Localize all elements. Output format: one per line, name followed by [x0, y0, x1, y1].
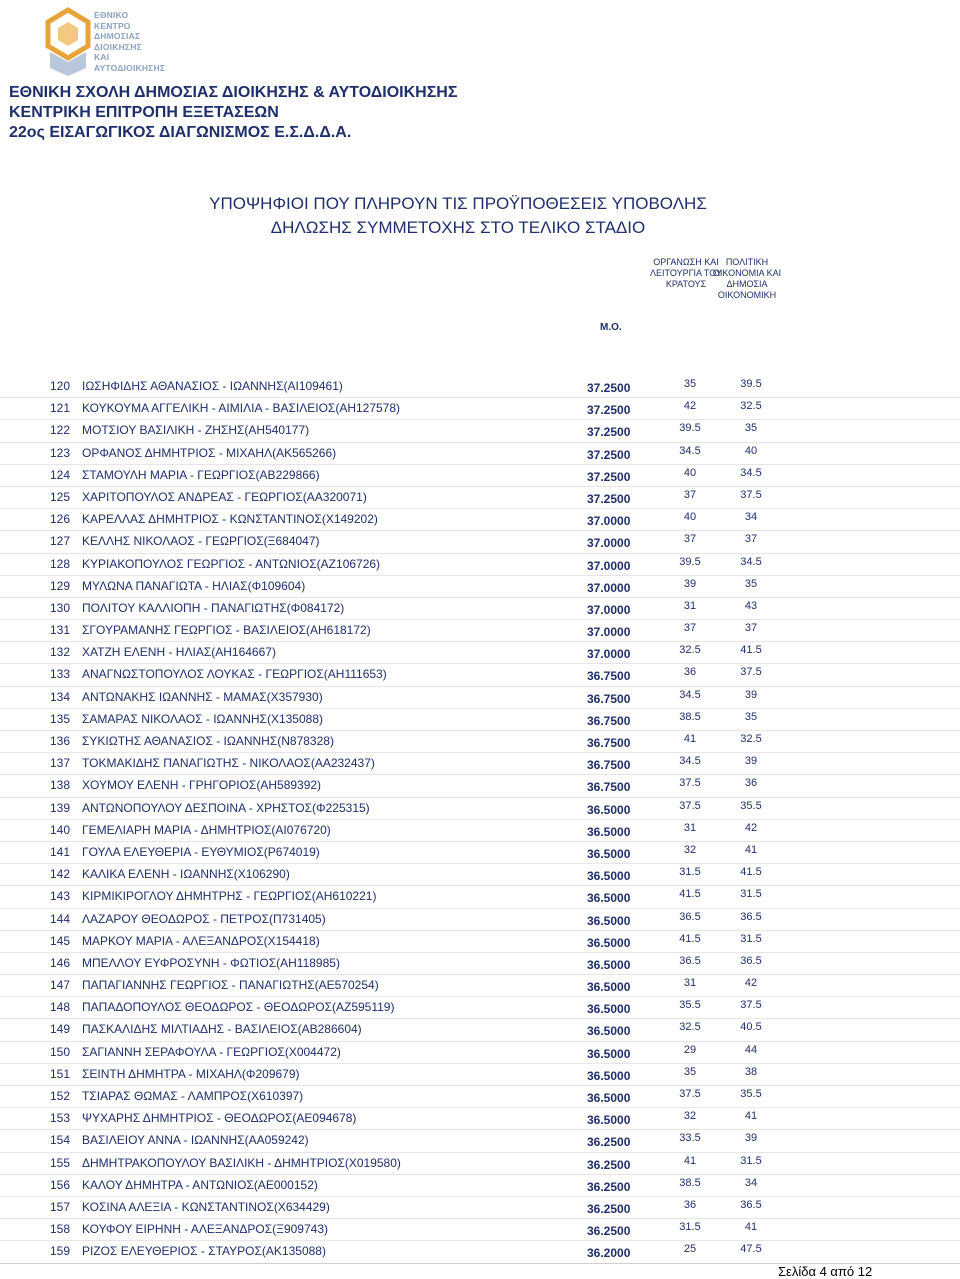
average-score: 37.0000 — [587, 514, 631, 529]
score-economics: 31.5 — [740, 932, 762, 945]
score-economics: 36.5 — [740, 1198, 762, 1211]
score-economics: 47.5 — [740, 1243, 762, 1256]
row-number: 142 — [50, 867, 71, 882]
score-economics: 34 — [744, 1176, 758, 1189]
candidate-name: ΚΟΥΦΟΥ ΕΙΡΗΝΗ - ΑΛΕΞΑΝΔΡΟΣ(Ξ909743) — [82, 1222, 328, 1237]
score-economics: 32.5 — [740, 400, 762, 413]
candidate-name: ΚΙΡΜΙΚΙΡΟΓΛΟΥ ΔΗΜΗΤΡΗΣ - ΓΕΩΡΓΙΟΣ(ΑΗ610221) — [82, 889, 377, 904]
score-economics: 34.5 — [740, 555, 762, 568]
average-score: 36.2500 — [587, 1135, 631, 1150]
score-organization: 36 — [683, 666, 697, 679]
table-row — [0, 798, 960, 820]
score-organization: 34.5 — [679, 688, 701, 701]
score-economics: 36 — [744, 777, 758, 790]
candidate-name: ΚΕΛΛΗΣ ΝΙΚΟΛΑΟΣ - ΓΕΩΡΓΙΟΣ(Ξ684047) — [82, 534, 320, 549]
score-organization: 31 — [683, 821, 697, 834]
score-economics: 37.5 — [740, 488, 762, 501]
logo-line: ΕΘΝΙΚΟ — [94, 10, 129, 20]
candidate-name: ΣΑΓΙΑΝΝΗ ΣΕΡΑΦΟΥΛΑ - ΓΕΩΡΓΙΟΣ(Χ004472) — [82, 1044, 341, 1059]
average-score: 36.2500 — [587, 1201, 631, 1216]
row-number: 123 — [50, 445, 71, 460]
row-number: 154 — [50, 1133, 71, 1148]
table-row — [0, 1108, 960, 1130]
row-number: 138 — [50, 778, 71, 793]
candidate-name: ΣΑΜΑΡΑΣ ΝΙΚΟΛΑΟΣ - ΙΩΑΝΝΗΣ(Χ135088) — [82, 711, 323, 726]
score-organization: 37.5 — [679, 777, 701, 790]
average-score: 37.2500 — [587, 425, 631, 440]
score-organization: 41.5 — [679, 932, 701, 945]
row-number: 130 — [50, 600, 71, 615]
score-organization: 25 — [683, 1243, 697, 1256]
page-number: Σελίδα 4 από 12 — [778, 1264, 873, 1279]
candidate-name: ΚΑΛΟΥ ΔΗΜΗΤΡΑ - ΑΝΤΩΝΙΟΣ(ΑΕ000152) — [82, 1177, 318, 1192]
average-score: 36.2500 — [587, 1224, 631, 1239]
score-organization: 36.5 — [679, 954, 701, 967]
score-organization: 35.5 — [679, 999, 701, 1012]
row-number: 150 — [50, 1044, 71, 1059]
average-score: 36.7500 — [587, 736, 631, 750]
candidate-name: ΜΠΕΛΛΟΥ ΕΥΦΡΟΣΥΝΗ - ΦΩΤΙΟΣ(ΑΗ118985) — [82, 955, 340, 970]
score-organization: 31 — [683, 599, 697, 612]
row-number: 127 — [50, 534, 71, 549]
candidate-name: ΓΟΥΛΑ ΕΛΕΥΘΕΡΙΑ - ΕΥΘΥΜΙΟΣ(Ρ674019) — [82, 844, 320, 859]
table-row — [0, 1130, 960, 1152]
table-row — [0, 753, 960, 775]
row-number: 137 — [50, 756, 71, 771]
document-title-line-2: ΔΗΛΩΣΗΣ ΣΥΜΜΕΤΟΧΗΣ ΣΤΟ ΤΕΛΙΚΟ ΣΤΑΔΙΟ — [270, 218, 646, 237]
average-score: 37.2500 — [587, 403, 631, 418]
table-row — [0, 953, 960, 975]
average-score: 37.0000 — [587, 580, 631, 595]
score-organization: 35 — [683, 1065, 697, 1078]
score-economics: 35 — [744, 710, 758, 723]
row-number: 147 — [50, 978, 71, 993]
average-score: 36.5000 — [587, 891, 631, 906]
row-number: 158 — [50, 1222, 71, 1237]
candidate-name: ΟΡΦΑΝΟΣ ΔΗΜΗΤΡΙΟΣ - ΜΙΧΑΗΛ(ΑΚ565266) — [82, 445, 337, 460]
logo-line: ΔΗΜΟΣΙΑΣ — [94, 31, 141, 41]
score-organization: 34.5 — [679, 444, 701, 457]
candidate-name: ΜΥΛΩΝΑ ΠΑΝΑΓΙΩΤΑ - ΗΛΙΑΣ(Φ109604) — [82, 578, 306, 593]
score-organization: 37 — [683, 622, 697, 635]
average-score: 36.2500 — [587, 1179, 631, 1194]
logo — [44, 2, 176, 76]
average-score: 37.2500 — [587, 381, 631, 395]
table-row — [0, 1019, 960, 1041]
candidate-name: ΜΑΡΚΟΥ ΜΑΡΙΑ - ΑΛΕΞΑΝΔΡΟΣ(Χ154418) — [82, 933, 320, 948]
row-number: 156 — [50, 1177, 71, 1192]
score-economics: 36.5 — [740, 954, 762, 967]
table-row — [0, 531, 960, 553]
candidate-name: ΤΟΚΜΑΚΙΔΗΣ ΠΑΝΑΓΙΩΤΗΣ - ΝΙΚΟΛΑΟΣ(ΑΑ232437) — [82, 756, 375, 771]
score-organization: 40 — [683, 466, 697, 479]
average-score: 36.5000 — [587, 1091, 631, 1105]
document-title-line-1: ΥΠΟΨΗΦΙΟΙ ΠΟΥ ΠΛΗΡΟΥΝ ΤΙΣ ΠΡΟΫΠΟΘΕΣΕΙΣ ΥΠΟΒΟΛΗΣ — [209, 194, 707, 213]
table-row — [0, 1197, 960, 1219]
score-organization: 37 — [683, 533, 697, 546]
score-economics: 41 — [744, 843, 758, 856]
row-number: 153 — [50, 1111, 71, 1126]
row-number: 125 — [50, 489, 71, 504]
candidate-name: ΠΑΣΚΑΛΙΔΗΣ ΜΙΛΤΙΑΔΗΣ - ΒΑΣΙΛΕΙΟΣ(ΑΒ286604) — [82, 1022, 362, 1037]
score-organization: 39 — [683, 577, 697, 590]
column-header-organization: ΟΡΓΑΝΩΣΗ ΚΑΙ ΛΕΙΤΟΥΡΓΙΑ ΤΟΥ ΚΡΑΤΟΥΣ — [650, 257, 722, 289]
table-row — [0, 864, 960, 886]
table-row — [0, 731, 960, 753]
candidate-name: ΣΤΑΜΟΥΛΗ ΜΑΡΙΑ - ΓΕΩΡΓΙΟΣ(ΑΒ229866) — [82, 467, 320, 482]
competition-name: 22ος ΕΙΣΑΓΩΓΙΚΟΣ ΔΙΑΓΩΝΙΣΜΟΣ Ε.Σ.Δ.Δ.Α. — [9, 124, 352, 141]
candidate-name: ΣΕΙΝΤΗ ΔΗΜΗΤΡΑ - ΜΙΧΑΗΛ(Φ209679) — [82, 1066, 300, 1081]
average-score: 36.5000 — [587, 846, 631, 861]
row-number: 146 — [50, 955, 71, 970]
score-economics: 40.5 — [740, 1021, 762, 1034]
row-number: 143 — [50, 889, 71, 904]
score-organization: 37 — [683, 488, 697, 501]
average-score: 36.5000 — [587, 913, 631, 928]
average-score: 37.0000 — [587, 602, 631, 617]
average-score: 36.5000 — [587, 824, 631, 839]
average-score: 36.2000 — [587, 1246, 631, 1261]
table-row — [0, 886, 960, 908]
score-organization: 29 — [683, 1043, 697, 1056]
score-organization: 42 — [683, 400, 697, 413]
row-number: 135 — [50, 711, 71, 726]
row-number: 120 — [50, 379, 71, 393]
table-row — [0, 975, 960, 997]
hexagon-logo-icon — [44, 2, 94, 76]
score-economics: 37 — [744, 533, 758, 546]
table-row — [0, 509, 960, 531]
score-organization: 41 — [683, 1154, 697, 1167]
average-score: 36.7500 — [587, 713, 631, 728]
average-score: 37.0000 — [587, 536, 631, 551]
row-number: 141 — [50, 844, 71, 859]
candidate-name: ΠΑΠΑΔΟΠΟΥΛΟΣ ΘΕΟΔΩΡΟΣ - ΘΕΟΔΩΡΟΣ(ΑΖ595119) — [82, 1000, 395, 1015]
average-score: 37.2500 — [587, 469, 631, 484]
table-row — [0, 1219, 960, 1241]
row-number: 126 — [50, 512, 71, 527]
candidate-name: ΚΥΡΙΑΚΟΠΟΥΛΟΣ ΓΕΩΡΓΙΟΣ - ΑΝΤΩΝΙΟΣ(ΑΖ106726) — [82, 556, 381, 571]
row-number: 136 — [50, 734, 71, 748]
score-organization: 39.5 — [679, 555, 701, 568]
table-row — [0, 576, 960, 598]
score-economics: 39 — [744, 755, 758, 768]
row-number: 157 — [50, 1199, 71, 1214]
table-row — [0, 1064, 960, 1086]
candidate-name: ΑΝΤΩΝΑΚΗΣ ΙΩΑΝΝΗΣ - ΜΑΜΑΣ(Χ357930) — [82, 689, 323, 704]
score-organization: 37.5 — [679, 1088, 701, 1100]
score-economics: 41.5 — [740, 866, 762, 879]
average-score: 36.7500 — [587, 691, 631, 706]
score-economics: 31.5 — [740, 1154, 762, 1167]
candidates-table — [0, 376, 960, 1264]
row-number: 148 — [50, 1000, 71, 1015]
row-number: 140 — [50, 822, 71, 837]
logo-line: ΑΥΤΟΔΙΟΙΚΗΣΗΣ — [94, 62, 166, 73]
table-row — [0, 376, 960, 398]
table-row — [0, 620, 960, 642]
candidate-name: ΣΥΚΙΩΤΗΣ ΑΘΑΝΑΣΙΟΣ - ΙΩΑΝΝΗΣ(Ν878328) — [82, 734, 334, 748]
score-economics: 44 — [744, 1043, 758, 1056]
table-row — [0, 709, 960, 731]
average-score: 37.0000 — [587, 647, 631, 662]
row-number: 149 — [50, 1022, 71, 1037]
score-organization: 31.5 — [679, 866, 701, 879]
average-score: 36.5000 — [587, 980, 631, 995]
candidate-name: ΠΑΠΑΓΙΑΝΝΗΣ ΓΕΩΡΓΙΟΣ - ΠΑΝΑΓΙΩΤΗΣ(ΑΕ570254) — [82, 978, 379, 993]
score-economics: 37 — [744, 622, 758, 635]
score-organization: 32 — [683, 843, 697, 856]
logo-line: ΚΕΝΤΡΟ — [94, 20, 131, 31]
score-economics: 39 — [744, 1132, 758, 1145]
committee-name: ΚΕΝΤΡΙΚΗ ΕΠΙΤΡΟΠΗ ΕΞΕΤΑΣΕΩΝ — [9, 104, 279, 121]
score-economics: 39 — [744, 688, 758, 701]
candidate-name: ΑΝΤΩΝΟΠΟΥΛΟΥ ΔΕΣΠΟΙΝΑ - ΧΡΗΣΤΟΣ(Φ225315) — [82, 800, 370, 815]
average-score: 36.5000 — [587, 1113, 631, 1128]
score-economics: 41.5 — [740, 644, 762, 657]
candidate-name: ΨΥΧΑΡΗΣ ΔΗΜΗΤΡΙΟΣ - ΘΕΟΔΩΡΟΣ(ΑΕ094678) — [82, 1111, 357, 1126]
candidate-name: ΚΑΛΙΚΑ ΕΛΕΝΗ - ΙΩΑΝΝΗΣ(Χ106290) — [82, 867, 290, 882]
table-row — [0, 598, 960, 620]
average-score: 36.5000 — [587, 1002, 631, 1017]
average-score: 36.7500 — [587, 758, 631, 773]
score-organization: 41 — [683, 733, 697, 745]
candidate-name: ΧΑΤΖΗ ΕΛΕΝΗ - ΗΛΙΑΣ(ΑΗ164667) — [82, 645, 276, 660]
row-number: 159 — [50, 1244, 71, 1259]
score-organization: 39.5 — [679, 422, 701, 435]
score-economics: 39.5 — [740, 378, 762, 390]
row-number: 122 — [50, 423, 71, 438]
candidate-name: ΙΩΣΗΦΙΔΗΣ ΑΘΑΝΑΣΙΟΣ - ΙΩΑΝΝΗΣ(ΑΙ109461) — [82, 379, 343, 393]
logo-line: ΚΑΙ — [94, 52, 110, 62]
score-organization: 31.5 — [679, 1221, 701, 1234]
table-row — [0, 1042, 960, 1064]
score-organization: 32 — [683, 1110, 697, 1123]
score-organization: 38.5 — [679, 710, 701, 723]
candidate-name: ΛΑΖΑΡΟΥ ΘΕΟΔΩΡΟΣ - ΠΕΤΡΟΣ(Π731405) — [82, 911, 326, 926]
table-row — [0, 687, 960, 709]
score-economics: 41 — [744, 1110, 758, 1123]
candidate-name: ΤΣΙΑΡΑΣ ΘΩΜΑΣ - ΛΑΜΠΡΟΣ(Χ610397) — [82, 1089, 304, 1103]
average-score: 36.5000 — [587, 935, 631, 950]
logo-text — [94, 10, 179, 73]
average-score: 37.2500 — [587, 447, 631, 462]
candidate-name: ΒΑΣΙΛΕΙΟΥ ΑΝΝΑ - ΙΩΑΝΝΗΣ(ΑΑ059242) — [82, 1133, 309, 1148]
score-economics: 32.5 — [740, 733, 762, 745]
table-row — [0, 842, 960, 864]
average-score: 37.0000 — [587, 558, 631, 573]
candidate-name: ΔΗΜΗΤΡΑΚΟΠΟΥΛΟΥ ΒΑΣΙΛΙΚΗ - ΔΗΜΗΤΡΙΟΣ(Χ019580) — [82, 1155, 401, 1170]
average-score: 36.5000 — [587, 802, 631, 817]
table-row — [0, 664, 960, 686]
candidate-name: ΚΑΡΕΛΛΑΣ ΔΗΜΗΤΡΙΟΣ - ΚΩΝΣΤΑΝΤΙΝΟΣ(Χ149202) — [82, 512, 378, 527]
row-number: 152 — [50, 1089, 71, 1103]
candidate-name: ΑΝΑΓΝΩΣΤΟΠΟΥΛΟΣ ΛΟΥΚΑΣ - ΓΕΩΡΓΙΟΣ(ΑΗ111653) — [82, 667, 387, 682]
average-score: 36.5000 — [587, 1068, 631, 1083]
table-row — [0, 398, 960, 420]
score-organization: 38.5 — [679, 1176, 701, 1189]
score-economics: 42 — [744, 977, 758, 990]
row-number: 133 — [50, 667, 71, 682]
table-row — [0, 554, 960, 576]
score-organization: 35 — [683, 378, 697, 390]
table-row — [0, 487, 960, 509]
score-organization: 33.5 — [679, 1132, 701, 1145]
row-number: 129 — [50, 578, 71, 593]
candidate-name: ΜΟΤΣΙΟΥ ΒΑΣΙΛΙΚΗ - ΖΗΣΗΣ(ΑΗ540177) — [82, 423, 310, 438]
score-economics: 34 — [744, 511, 758, 524]
candidate-name: ΓΕΜΕΛΙΑΡΗ ΜΑΡΙΑ - ΔΗΜΗΤΡΙΟΣ(ΑΙ076720) — [82, 822, 331, 837]
row-number: 134 — [50, 689, 71, 704]
row-number: 145 — [50, 933, 71, 948]
candidate-name: ΣΓΟΥΡΑΜΑΝΗΣ ΓΕΩΡΓΙΟΣ - ΒΑΣΙΛΕΙΟΣ(ΑΗ618172) — [82, 623, 371, 638]
column-header-average: Μ.Ο. — [600, 322, 622, 333]
table-row — [0, 642, 960, 664]
table-row — [0, 420, 960, 442]
table-row — [0, 1153, 960, 1175]
score-organization: 32.5 — [679, 644, 701, 657]
score-economics: 43 — [744, 599, 758, 612]
score-organization: 31 — [683, 977, 697, 990]
row-number: 131 — [50, 623, 71, 638]
score-economics: 38 — [744, 1065, 758, 1078]
score-organization: 40 — [683, 511, 697, 524]
candidate-name: ΧΟΥΜΟΥ ΕΛΕΝΗ - ΓΡΗΓΟΡΙΟΣ(ΑΗ589392) — [82, 778, 322, 793]
score-economics: 35 — [744, 577, 758, 590]
table-row — [0, 443, 960, 465]
row-number: 132 — [50, 645, 71, 660]
average-score: 36.5000 — [587, 957, 631, 972]
score-economics: 42 — [744, 821, 758, 834]
candidate-name: ΠΟΛΙΤΟΥ ΚΑΛΛΙΟΠΗ - ΠΑΝΑΓΙΩΤΗΣ(Φ084172) — [82, 600, 345, 615]
average-score: 36.2500 — [587, 1157, 631, 1172]
table-row — [0, 931, 960, 953]
candidate-name: ΚΟΥΚΟΥΜΑ ΑΓΓΕΛΙΚΗ - ΑΙΜΙΛΙΑ - ΒΑΣΙΛΕΙΟΣ(ΑΗ127578) — [82, 401, 401, 416]
score-economics: 40 — [744, 444, 758, 457]
table-row — [0, 465, 960, 487]
row-number: 121 — [50, 401, 71, 416]
row-number: 151 — [50, 1066, 71, 1081]
score-organization: 36 — [683, 1198, 697, 1211]
logo-line: ΔΙΟΙΚΗΣΗΣ — [94, 41, 142, 52]
score-economics: 37.5 — [740, 999, 762, 1012]
score-organization: 37.5 — [679, 799, 701, 812]
table-row — [0, 820, 960, 842]
school-name: ΕΘΝΙΚΗ ΣΧΟΛΗ ΔΗΜΟΣΙΑΣ ΔΙΟΙΚΗΣΗΣ & ΑΥΤΟΔΙΟΙΚΗΣΗΣ — [9, 84, 458, 101]
table-row — [0, 1241, 960, 1263]
score-organization: 34.5 — [679, 755, 701, 768]
row-number: 144 — [50, 911, 71, 926]
score-economics: 35.5 — [740, 799, 762, 812]
score-economics: 41 — [744, 1221, 758, 1234]
score-organization: 41.5 — [679, 888, 701, 901]
table-row — [0, 1086, 960, 1108]
row-number: 139 — [50, 800, 71, 815]
average-score: 36.5000 — [587, 1024, 631, 1039]
score-economics: 35.5 — [740, 1088, 762, 1100]
score-organization: 32.5 — [679, 1021, 701, 1034]
score-economics: 36.5 — [740, 910, 762, 923]
table-row — [0, 1175, 960, 1197]
candidate-name: ΡΙΖΟΣ ΕΛΕΥΘΕΡΙΟΣ - ΣΤΑΥΡΟΣ(ΑΚ135088) — [82, 1244, 326, 1259]
score-economics: 34.5 — [740, 466, 762, 479]
score-organization: 36.5 — [679, 910, 701, 923]
column-header-economics: ΠΟΛΙΤΙΚΗ ΟΙΚΟΝΟΜΙΑ ΚΑΙ ΔΗΜΟΣΙΑ ΟΙΚΟΝΟΜΙΚΗ — [712, 257, 782, 300]
candidate-name: ΚΟΣΙΝΑ ΑΛΕΞΙΑ - ΚΩΝΣΤΑΝΤΙΝΟΣ(Χ634429) — [82, 1199, 330, 1214]
row-number: 128 — [50, 556, 71, 571]
score-economics: 37.5 — [740, 666, 762, 679]
score-economics: 31.5 — [740, 888, 762, 901]
table-row — [0, 775, 960, 797]
row-number: 124 — [50, 467, 71, 482]
average-score: 36.7500 — [587, 780, 631, 795]
average-score: 36.7500 — [587, 669, 631, 684]
row-number: 155 — [50, 1155, 71, 1170]
score-economics: 35 — [744, 422, 758, 435]
candidate-name: ΧΑΡΙΤΟΠΟΥΛΟΣ ΑΝΔΡΕΑΣ - ΓΕΩΡΓΙΟΣ(ΑΑ320071) — [82, 489, 367, 504]
average-score: 36.5000 — [587, 869, 631, 884]
table-row — [0, 997, 960, 1019]
table-row — [0, 909, 960, 931]
average-score: 37.0000 — [587, 625, 631, 640]
average-score: 36.5000 — [587, 1046, 631, 1061]
average-score: 37.2500 — [587, 491, 631, 506]
